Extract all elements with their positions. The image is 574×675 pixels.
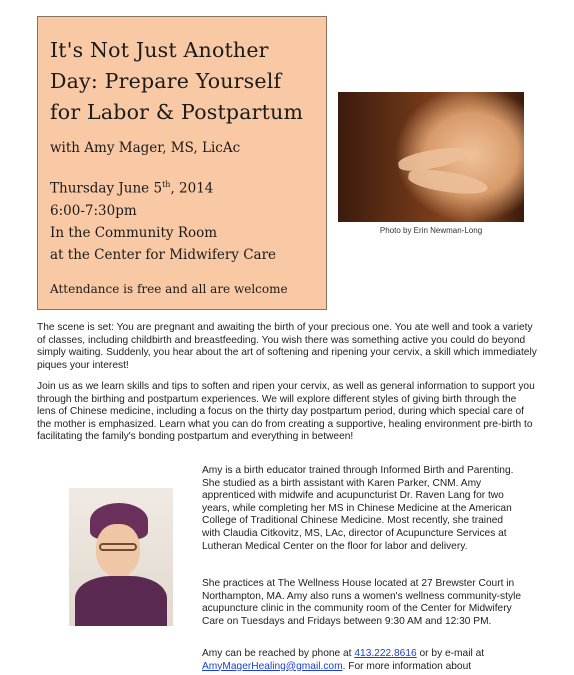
event-venue: at the Center for Midwifery Care [50, 246, 277, 263]
details-paragraph: Join us as we learn skills and tips to soften and ripen your cervix, as well as general information to support you through the birthing and postpartum experiences. We will explore different styles of giving birth through the lens of Chinese medicine, including a focus on the thirty day postpartum period, during which special care of the mother is emphasized. Learn what you can do from creating a supportive, healing environment pre-birth to facilitating the family's bonding postpartum and everything in between! [37, 381, 535, 443]
event-date-suffix-sup: th [162, 180, 171, 189]
hand-shape [407, 167, 489, 198]
email-link[interactable]: AmyMagerHealing@gmail.com [202, 660, 343, 672]
pregnancy-photo [338, 92, 524, 222]
event-room: In the Community Room [50, 224, 218, 241]
shirt-shape [75, 576, 167, 626]
attendance-note: Attendance is free and all are welcome [50, 281, 288, 296]
glasses-shape [99, 543, 137, 551]
bio-paragraph-contact [202, 648, 522, 673]
phone-link[interactable]: 413.222.8616 [354, 648, 417, 659]
contact-text-post: . For more information about [342, 660, 472, 672]
photo-caption: Photo by Erin Newman-Long [379, 226, 483, 235]
presenter-line: with Amy Mager, MS, LicAc [50, 140, 241, 156]
event-time: 6:00-7:30pm [50, 202, 137, 219]
presenter-photo [69, 488, 173, 626]
bio-paragraph-training: Amy is a birth educator trained through Informed Birth and Parenting. She studied as a birth assistant with Karen Parker, CNM. Amy apprenticed with midwife and acupuncturist Dr. Raven Lang for two years, while completing her MS in Chinese Medicine at the American College of Traditional Chinese Medicine. Most recently, she trained with Claudia Citkovitz, MS, LAc, director of Acupuncture Services at Lutheran Medical Center on the floor for labor and delivery. [202, 465, 514, 552]
bio-paragraph-practice: She practices at The Wellness House located at 27 Brewster Court in Northampton, MA. Amy also runs a women's wellness community-style acupuncture clinic in the community room of the Center for Midwifery Care on Tuesdays and Fridays between 9:30 AM and 12:30 PM. [202, 578, 522, 627]
contact-text-mid: or by e-mail at [416, 648, 485, 659]
event-date-year: , 2014 [170, 180, 214, 197]
event-flyer-box [37, 16, 327, 310]
event-date-prefix: Thursday June 5 [50, 180, 163, 197]
event-title: It's Not Just Another Day: Prepare Yourself for Labor & Postpartum [50, 38, 304, 124]
intro-paragraph: The scene is set: You are pregnant and awaiting the birth of your precious one. You ate well and took a variety of classes, including childbirth and breastfeeding. You wish there was something active you could do beyond simply waiting. Suddenly, you hear about the art of softening and ripening your cervix, a skill which immediately piques your interest! [37, 322, 537, 371]
event-date [50, 174, 314, 200]
contact-text-pre: Amy can be reached by phone at [202, 648, 355, 659]
